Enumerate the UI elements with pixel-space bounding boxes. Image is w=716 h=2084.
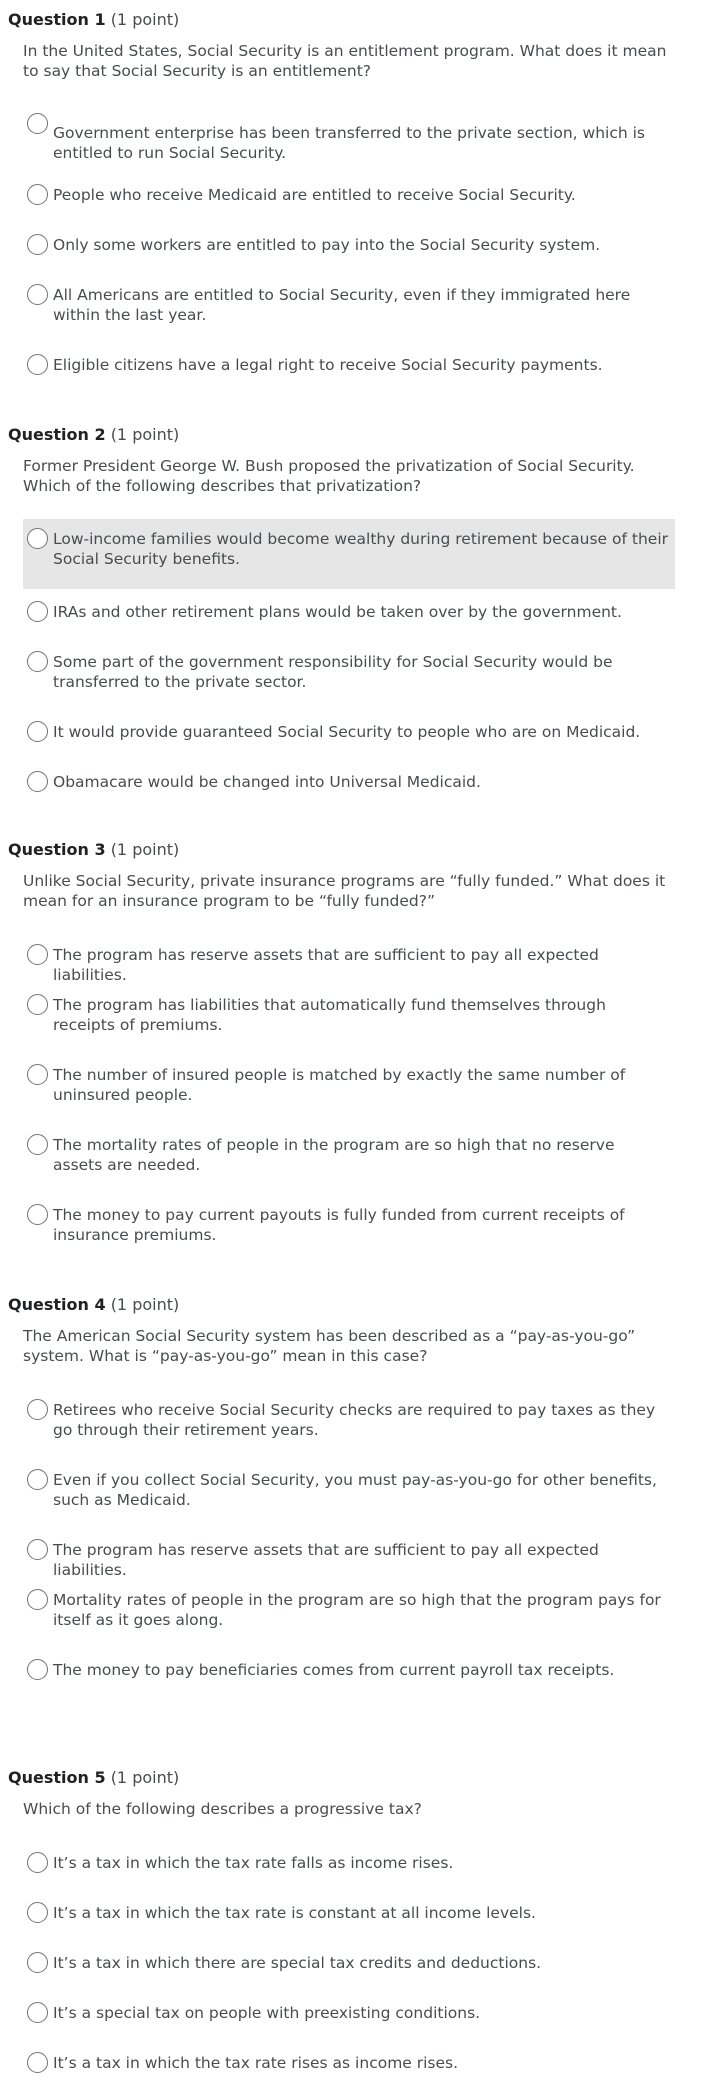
- radio-button[interactable]: [27, 1469, 48, 1490]
- option-label: Even if you collect Social Security, you must pay-as-you-go for other benefits, such as Medicaid.: [53, 1471, 657, 1509]
- answer-option[interactable]: [23, 990, 675, 1040]
- answer-option[interactable]: [23, 597, 675, 627]
- answer-option[interactable]: [23, 1585, 675, 1635]
- question-points: (1 point): [110, 10, 180, 29]
- answer-option[interactable]: [23, 109, 675, 162]
- option-label: Mortality rates of people in the program are so high that the program pays for itself as it goes along.: [53, 1591, 661, 1629]
- answer-option[interactable]: [23, 1060, 675, 1110]
- radio-button[interactable]: [27, 2002, 48, 2023]
- radio-button[interactable]: [27, 1134, 48, 1155]
- answer-option[interactable]: [23, 1848, 675, 1878]
- answer-option[interactable]: [23, 1535, 675, 1579]
- question-header: [8, 1295, 179, 1314]
- radio-button[interactable]: [27, 1659, 48, 1680]
- answer-option[interactable]: [23, 1998, 675, 2028]
- option-label: It would provide guaranteed Social Security to people who are on Medicaid.: [53, 723, 641, 741]
- answer-option[interactable]: [23, 1465, 675, 1515]
- radio-button[interactable]: [27, 1589, 48, 1610]
- option-label: The program has reserve assets that are sufficient to pay all expected liabilities.: [53, 946, 599, 984]
- radio-button[interactable]: [27, 354, 48, 375]
- question-points: (1 point): [110, 1295, 180, 1314]
- answer-option[interactable]: [23, 180, 675, 210]
- question-text: Former President George W. Bush proposed the privatization of Social Security. Which of the following describes that privatization?: [23, 457, 635, 495]
- radio-button[interactable]: [27, 1852, 48, 1873]
- radio-button[interactable]: [27, 184, 48, 205]
- option-label: IRAs and other retirement plans would be taken over by the government.: [53, 603, 622, 621]
- question-header: [8, 840, 179, 859]
- option-label: Obamacare would be changed into Universal Medicaid.: [53, 773, 481, 791]
- radio-button[interactable]: [27, 1952, 48, 1973]
- radio-button[interactable]: [27, 284, 48, 305]
- question-text: Unlike Social Security, private insurance programs are “fully funded.” What does it mean for an insurance program to be “fully funded?”: [23, 872, 666, 910]
- radio-button[interactable]: [27, 1902, 48, 1923]
- radio-button[interactable]: [27, 1204, 48, 1225]
- radio-button[interactable]: [27, 944, 48, 965]
- option-label: It’s a tax in which the tax rate rises as income rises.: [53, 2054, 459, 2072]
- answer-option[interactable]: [23, 230, 675, 260]
- answer-option[interactable]: [23, 350, 675, 380]
- question-number: Question 5: [8, 1768, 106, 1787]
- option-label: The money to pay beneficiaries comes from current payroll tax receipts.: [53, 1661, 615, 1679]
- answer-option[interactable]: [23, 647, 675, 697]
- option-label: It’s a special tax on people with preexisting conditions.: [53, 2004, 481, 2022]
- option-label: It’s a tax in which there are special tax credits and deductions.: [53, 1954, 542, 1972]
- answer-option[interactable]: [23, 280, 675, 330]
- option-label: All Americans are entitled to Social Security, even if they immigrated here within the last year.: [53, 286, 631, 324]
- option-label: The mortality rates of people in the program are so high that no reserve assets are needed.: [53, 1136, 615, 1174]
- option-label: The program has liabilities that automatically fund themselves through receipts of premiums.: [53, 996, 606, 1034]
- question-header: [8, 425, 179, 444]
- option-label: It’s a tax in which the tax rate falls as income rises.: [53, 1854, 454, 1872]
- question-number: Question 4: [8, 1295, 106, 1314]
- answer-option[interactable]: [23, 1200, 675, 1250]
- answer-option[interactable]: [23, 940, 675, 984]
- option-label: The money to pay current payouts is fully funded from current receipts of insurance premiums.: [53, 1206, 625, 1244]
- radio-button[interactable]: [27, 994, 48, 1015]
- question-number: Question 3: [8, 840, 106, 859]
- radio-button[interactable]: [27, 1399, 48, 1420]
- answer-option[interactable]: [23, 519, 675, 589]
- radio-button[interactable]: [27, 721, 48, 742]
- radio-button[interactable]: [27, 1064, 48, 1085]
- question-header: [8, 1768, 179, 1787]
- question-points: (1 point): [110, 425, 180, 444]
- option-label: Eligible citizens have a legal right to receive Social Security payments.: [53, 356, 603, 374]
- answer-option[interactable]: [23, 2048, 675, 2078]
- option-label: Some part of the government responsibility for Social Security would be transferred to the private sector.: [53, 653, 613, 691]
- radio-button[interactable]: [27, 2052, 48, 2073]
- option-label: Low-income families would become wealthy during retirement because of their Social Security benefits.: [53, 530, 668, 568]
- answer-option[interactable]: [23, 767, 675, 797]
- radio-button[interactable]: [27, 1539, 48, 1560]
- option-label: Retirees who receive Social Security checks are required to pay taxes as they go through their retirement years.: [53, 1401, 656, 1439]
- radio-button[interactable]: [27, 771, 48, 792]
- answer-option[interactable]: [23, 1898, 675, 1928]
- radio-button[interactable]: [27, 113, 48, 134]
- option-label: Only some workers are entitled to pay into the Social Security system.: [53, 236, 601, 254]
- option-label: The number of insured people is matched by exactly the same number of uninsured people.: [53, 1066, 626, 1104]
- option-label: People who receive Medicaid are entitled to receive Social Security.: [53, 186, 576, 204]
- radio-button[interactable]: [27, 528, 48, 549]
- answer-option[interactable]: [23, 1655, 675, 1685]
- option-label: Government enterprise has been transferred to the private section, which is entitled to run Social Security.: [53, 124, 645, 162]
- answer-option[interactable]: [23, 1395, 675, 1445]
- question-number: Question 2: [8, 425, 106, 444]
- question-number: Question 1: [8, 10, 106, 29]
- question-header: [8, 10, 179, 29]
- question-text: In the United States, Social Security is an entitlement program. What does it mean to say that Social Security is an entitlement?: [23, 42, 667, 80]
- answer-option[interactable]: [23, 1130, 675, 1180]
- question-text: The American Social Security system has been described as a “pay-as-you-go” system. What is “pay-as-you-go” mean in this case?: [23, 1327, 636, 1365]
- question-text: Which of the following describes a progressive tax?: [23, 1800, 422, 1818]
- radio-button[interactable]: [27, 234, 48, 255]
- radio-button[interactable]: [27, 601, 48, 622]
- radio-button[interactable]: [27, 651, 48, 672]
- answer-option[interactable]: [23, 717, 675, 747]
- question-points: (1 point): [110, 1768, 180, 1787]
- option-label: It’s a tax in which the tax rate is constant at all income levels.: [53, 1904, 536, 1922]
- option-label: The program has reserve assets that are sufficient to pay all expected liabilities.: [53, 1541, 599, 1579]
- question-points: (1 point): [110, 840, 180, 859]
- answer-option[interactable]: [23, 1948, 675, 1978]
